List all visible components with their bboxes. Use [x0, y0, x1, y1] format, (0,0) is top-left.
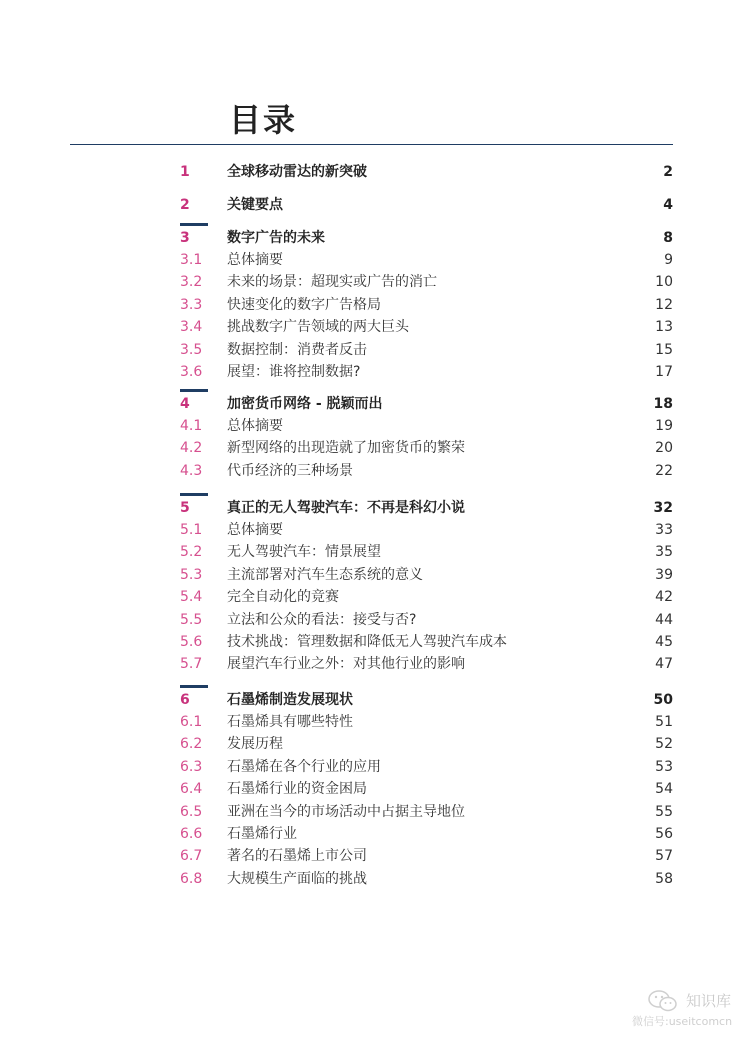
item-number: 6.6 — [180, 826, 203, 842]
item-number: 6.1 — [180, 714, 203, 730]
item-page: 39 — [655, 566, 673, 583]
section-marker-bar — [180, 685, 208, 688]
toc-item-row[interactable] — [0, 271, 744, 293]
item-title: 代币经济的三种场景 — [227, 462, 353, 479]
item-page: 51 — [655, 714, 673, 730]
item-title: 发展历程 — [227, 736, 283, 753]
item-title: 未来的场景：超现实或广告的消亡 — [227, 274, 437, 291]
section-title: 数字广告的未来 — [227, 230, 325, 246]
toc-section-row[interactable] — [0, 393, 744, 415]
toc-item-row[interactable] — [0, 733, 744, 755]
title-divider — [70, 144, 673, 145]
section-title: 全球移动雷达的新突破 — [227, 164, 367, 180]
item-title: 完全自动化的竞赛 — [227, 589, 339, 606]
item-title: 挑战数字广告领域的两大巨头 — [227, 319, 409, 336]
toc-item-row[interactable] — [0, 316, 744, 338]
item-page: 58 — [655, 870, 673, 887]
item-number: 5.6 — [180, 634, 203, 650]
item-number: 6.7 — [180, 848, 203, 865]
item-title: 石墨烯具有哪些特性 — [227, 714, 353, 730]
section-number: 3 — [180, 230, 190, 246]
item-number: 6.8 — [180, 870, 203, 887]
section-number: 5 — [180, 500, 190, 516]
toc-section-row[interactable] — [0, 161, 744, 183]
item-title: 总体摘要 — [227, 418, 283, 434]
toc-item-row[interactable] — [0, 868, 744, 890]
section-marker-bar — [180, 389, 208, 392]
item-title: 无人驾驶汽车：情景展望 — [227, 544, 381, 561]
section-marker-bar — [180, 493, 208, 496]
item-number: 6.2 — [180, 736, 203, 753]
item-title: 主流部署对汽车生态系统的意义 — [227, 566, 423, 583]
item-title: 石墨烯行业 — [227, 826, 297, 842]
item-title: 展望汽车行业之外：对其他行业的影响 — [227, 656, 465, 673]
item-page: 53 — [655, 758, 673, 775]
item-title: 总体摘要 — [227, 252, 283, 268]
toc-section-row[interactable] — [0, 227, 744, 249]
item-page: 54 — [655, 781, 673, 798]
toc-item-row[interactable] — [0, 756, 744, 778]
section-page: 2 — [663, 164, 673, 180]
section-title: 关键要点 — [227, 197, 283, 213]
toc-item-row[interactable] — [0, 564, 744, 586]
section-page: 8 — [663, 230, 673, 246]
item-number: 3.6 — [180, 364, 203, 380]
item-page: 13 — [655, 319, 673, 336]
item-page: 57 — [655, 848, 673, 865]
item-title: 总体摘要 — [227, 522, 283, 538]
toc-item-row[interactable] — [0, 249, 744, 271]
section-marker-bar — [180, 223, 208, 226]
item-number: 4.2 — [180, 440, 203, 457]
toc-item-row[interactable] — [0, 631, 744, 653]
section-title: 石墨烯制造发展现状 — [227, 692, 353, 708]
item-number: 3.1 — [180, 252, 203, 268]
section-title: 加密货币网络 - 脱颖而出 — [227, 396, 383, 412]
item-title: 技术挑战：管理数据和降低无人驾驶汽车成本 — [227, 634, 507, 650]
section-number: 4 — [180, 396, 190, 412]
item-number: 5.1 — [180, 522, 203, 538]
item-page: 15 — [655, 341, 673, 358]
toc-item-row[interactable] — [0, 653, 744, 675]
item-number: 3.2 — [180, 274, 203, 291]
item-title: 石墨烯行业的资金困局 — [227, 781, 367, 798]
toc-item-row[interactable] — [0, 801, 744, 823]
item-page: 55 — [655, 803, 673, 820]
toc-item-row[interactable] — [0, 823, 744, 845]
toc-item-row[interactable] — [0, 519, 744, 541]
page-title: 目录 — [229, 101, 298, 139]
section-number: 1 — [180, 164, 190, 180]
toc-item-row[interactable] — [0, 586, 744, 608]
item-number: 3.4 — [180, 319, 203, 336]
item-number: 3.3 — [180, 296, 203, 313]
item-number: 6.3 — [180, 758, 203, 775]
toc-item-row[interactable] — [0, 460, 744, 482]
item-page: 17 — [655, 364, 673, 380]
item-page: 35 — [655, 544, 673, 561]
watermark-name: 知识库 — [686, 992, 732, 1010]
section-number: 6 — [180, 692, 190, 708]
item-number: 5.7 — [180, 656, 203, 673]
item-page: 47 — [655, 656, 673, 673]
item-title: 数据控制：消费者反击 — [227, 341, 367, 358]
item-page: 56 — [655, 826, 673, 842]
section-page: 50 — [653, 692, 673, 708]
item-page: 52 — [655, 736, 673, 753]
toc-item-row[interactable] — [0, 294, 744, 316]
watermark — [632, 986, 740, 1034]
toc-item-row[interactable] — [0, 609, 744, 631]
section-page: 4 — [663, 197, 673, 213]
item-number: 4.1 — [180, 418, 203, 434]
section-title: 真正的无人驾驶汽车：不再是科幻小说 — [227, 500, 465, 516]
item-number: 6.5 — [180, 803, 203, 820]
watermark-subtitle: 微信号:useitcomcn — [632, 1015, 733, 1028]
item-page: 20 — [655, 440, 673, 457]
toc-item-row[interactable] — [0, 541, 744, 563]
toc-item-row[interactable] — [0, 437, 744, 459]
item-number: 4.3 — [180, 462, 203, 479]
toc-item-row[interactable] — [0, 415, 744, 437]
wechat-icon — [648, 990, 678, 1012]
section-page: 32 — [653, 500, 673, 516]
item-title: 展望：谁将控制数据? — [227, 364, 361, 380]
item-page: 42 — [655, 589, 673, 606]
item-title: 亚洲在当今的市场活动中占据主导地位 — [227, 803, 465, 820]
toc-section-row[interactable] — [0, 194, 744, 216]
item-page: 45 — [655, 634, 673, 650]
item-number: 3.5 — [180, 341, 203, 358]
item-title: 著名的石墨烯上市公司 — [227, 848, 367, 865]
section-number: 2 — [180, 197, 190, 213]
item-number: 5.3 — [180, 566, 203, 583]
item-page: 33 — [655, 522, 673, 538]
item-number: 5.4 — [180, 589, 203, 606]
section-page: 18 — [653, 396, 673, 412]
item-title: 新型网络的出现造就了加密货币的繁荣 — [227, 440, 465, 457]
toc-item-row[interactable] — [0, 778, 744, 800]
item-title: 立法和公众的看法：接受与否? — [227, 611, 417, 628]
item-title: 大规模生产面临的挑战 — [227, 870, 367, 887]
item-page: 19 — [655, 418, 673, 434]
toc-item-row[interactable] — [0, 361, 744, 383]
toc-section-row[interactable] — [0, 497, 744, 519]
item-page: 9 — [664, 252, 673, 268]
item-number: 5.5 — [180, 611, 203, 628]
item-title: 石墨烯在各个行业的应用 — [227, 758, 381, 775]
item-page: 22 — [655, 462, 673, 479]
item-number: 6.4 — [180, 781, 203, 798]
item-page: 44 — [655, 611, 673, 628]
toc-section-row[interactable] — [0, 689, 744, 711]
toc-item-row[interactable] — [0, 339, 744, 361]
item-title: 快速变化的数字广告格局 — [227, 296, 381, 313]
toc-item-row[interactable] — [0, 711, 744, 733]
item-page: 12 — [655, 296, 673, 313]
item-page: 10 — [655, 274, 673, 291]
item-number: 5.2 — [180, 544, 203, 561]
toc-item-row[interactable] — [0, 845, 744, 867]
